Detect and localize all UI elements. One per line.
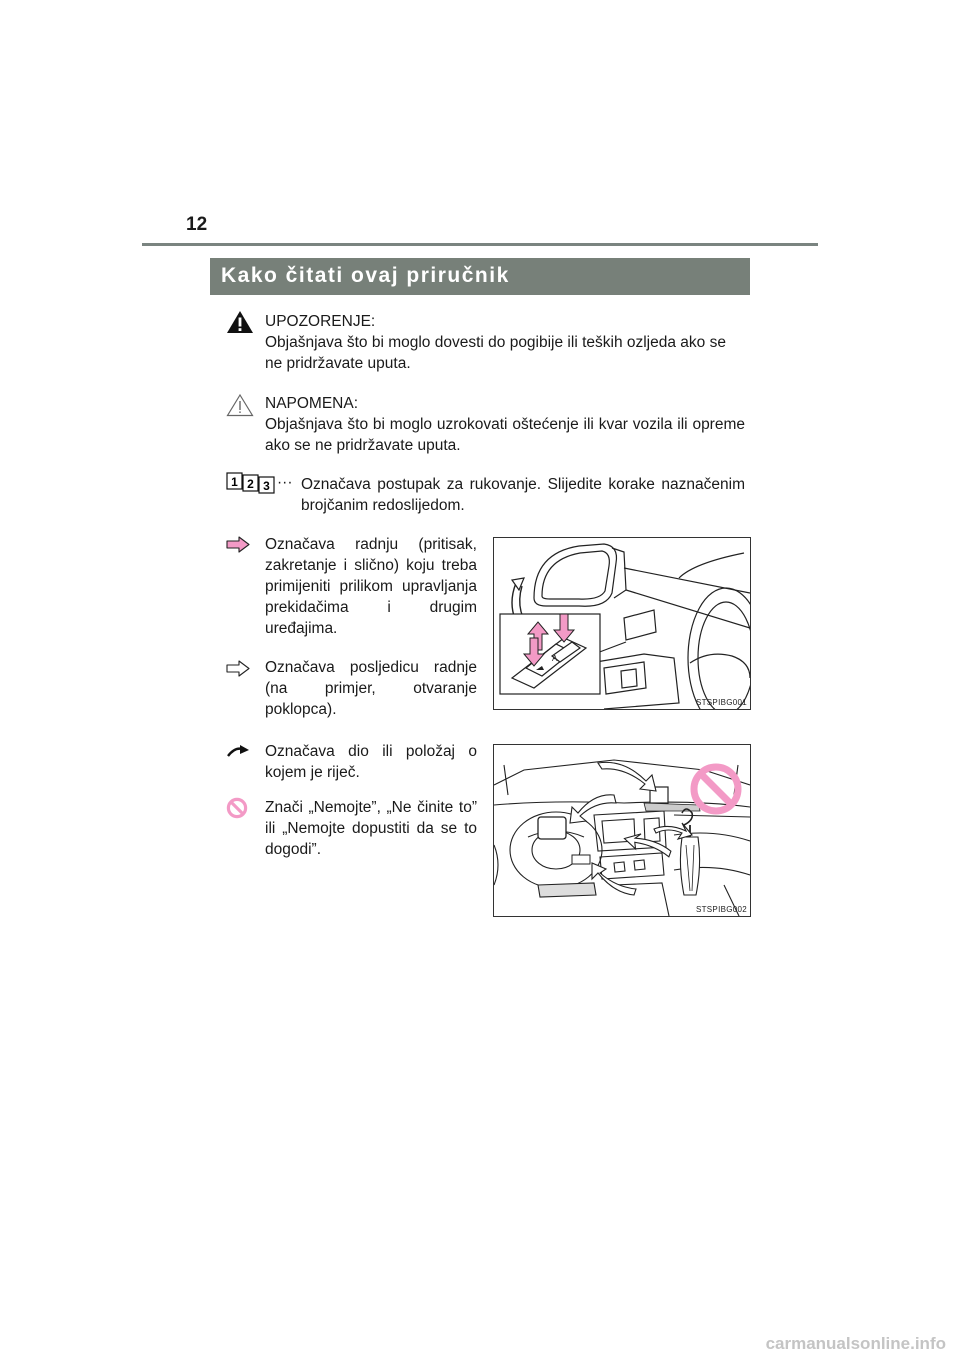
steps-dots: ··· [277,474,293,491]
step-number-2: 2 [247,477,254,491]
location-entry [265,741,477,783]
steps-entry [301,474,745,516]
svg-text:A: A [552,654,558,663]
watermark: carmanualsonline.info [765,1334,946,1353]
result-description: Označava posljedicu radnje (na primjer, otvaranje poklopca). [265,659,477,718]
figure-2-caption: STSPIBG002 [695,905,747,914]
pink-arrow-icon [226,536,250,553]
page-number: 12 [186,214,208,235]
warning-filled-triangle-icon [226,310,254,334]
notice-label: NAPOMENA: [265,395,359,412]
result-entry [265,657,477,720]
location-description: Označava dio ili položaj o kojem je riječ. [265,743,477,781]
figure-1-caption: STSPIBG001 [695,698,747,707]
notice-description: Objašnjava što bi moglo uzrokovati oštećenje ili kvar vozila ili opreme ako se ne pridržavate uputa. [265,416,745,454]
prohibit-description: Znači „Nemojte”, „Ne činite to” ili „Nemojte dopustiti da se to dogodi”. [265,799,477,858]
action-description: Označava radnju (pritisak, zakretanje i slično) koju treba primijeniti prilikom upravljanja prekidačima i drugim uređajima. [265,536,477,637]
curved-pointer-arrow-icon [226,744,250,758]
step-number-3: 3 [263,479,270,493]
warning-description: Objašnjava što bi moglo dovesti do pogibije ili teških ozljeda ako se ne pridržavate uputa. [265,334,726,372]
numbered-steps-icon [226,472,278,494]
step-number-1: 1 [231,475,238,489]
action-entry [265,534,477,639]
section-title: Kako čitati ovaj priručnik [210,258,750,295]
dashboard-figure [493,744,751,917]
warning-entry [265,311,745,374]
notice-outline-triangle-icon [226,393,254,417]
outline-arrow-icon [226,660,250,677]
dashboard-illustration [494,745,750,916]
notice-entry [265,393,745,456]
steps-description: Označava postupak za rukovanje. Slijedite korake naznačenim brojčanim redoslijedom. [301,476,745,514]
warning-label: UPOZORENJE: [265,313,376,330]
header-rule [142,243,818,246]
prohibition-icon [226,797,248,819]
mirror-switch-figure [493,537,751,710]
mirror-switch-illustration [494,538,750,709]
prohibit-entry [265,797,477,860]
